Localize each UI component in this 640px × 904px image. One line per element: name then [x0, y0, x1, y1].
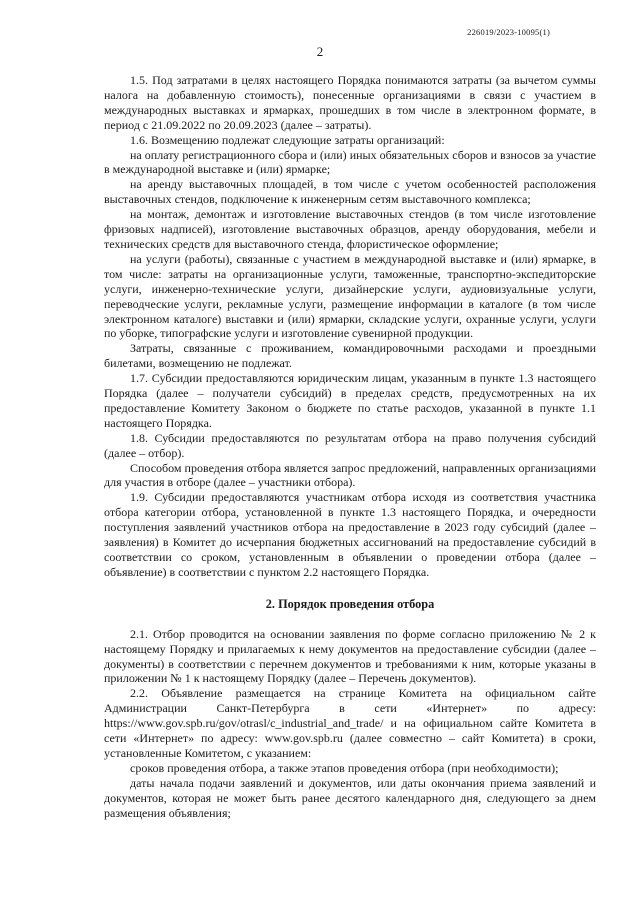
- paragraph-2-2: 2.2. Объявление размещается на странице Комитета на официальном сайте Администрации Санкт-Петербурга в сети «Интернет» по адресу: https://www.gov.spb.ru/gov/otrasl/c_industrial_and_trade/ и на официальном сайте Комитета в сети «Интернет» по адресу: www.gov.spb.ru (далее совместно – сайт Комитета) в сроки, установленные Комитетом, с указанием:: [104, 686, 596, 760]
- paragraph-1-9: 1.9. Субсидии предоставляются участникам отбора исходя из соответствия участника отбора категории отбора, установленной в пункте 1.3 настоящего Порядка, и очередности поступления заявлений участников отбора на предоставление в 2023 году субсидий (далее – заявления) в Комитет до исчерпания бюджетных ассигнований на предоставление субсидий в соответствии со сроком, установленным в объявлении о проведении отбора (далее – объявление) в соответствии с пунктом 2.2 настоящего Порядка.: [104, 490, 596, 579]
- section-heading: 2. Порядок проведения отбора: [265, 596, 435, 611]
- paragraph-area-rent: на аренду выставочных площадей, в том числе с учетом особенностей расположения выставочных стендов, подключение к инженерным сетям выставочного комплекса;: [104, 177, 596, 207]
- paragraph-1-5: 1.5. Под затратами в целях настоящего Порядка понимаются затраты (за вычетом суммы налога на добавленную стоимость), понесенные организациями в связи с участием в международных выставках и ярмарках, прошедших в том числе в электронном формате, в период с 21.09.2022 по 20.09.2023 (далее – затраты).: [104, 73, 596, 132]
- paragraph-1-6: 1.6. Возмещению подлежат следующие затраты организаций:: [130, 132, 445, 147]
- paragraph-1-7: 1.7. Субсидии предоставляются юридическим лицам, указанным в пункте 1.3 настоящего Порядка (далее – получатели субсидий) в пределах средств, предусмотренных на их предоставление Комитету Законом о бюджете по статье расходов, указанной в пункте 1.1 настоящего Порядка.: [104, 371, 596, 430]
- paragraph-stand-assembly: на монтаж, демонтаж и изготовление выставочных стендов (в том числе изготовление фризовых надписей), изготовление выставочных образцов, аренду оборудования, мебели и технических средств для выставочного стенда, флористическое оформление;: [104, 207, 596, 251]
- document-body: [104, 73, 596, 821]
- paragraph-2-1: 2.1. Отбор проводится на основании заявления по форме согласно приложению № 2 к настоящему Порядку и прилагаемых к нему документов на предоставление субсидии (далее – документы) в соответствии с перечнем документов и требованиями к ним, которые указаны в приложении № 1 к настоящему Порядку (далее – Перечень документов).: [104, 626, 596, 686]
- paragraph-selection-method: Способом проведения отбора является запрос предложений, направленных организациями для участия в отборе (далее – участники отбора).: [104, 460, 596, 490]
- paragraph-deadlines: сроков проведения отбора, а также этапов проведения отбора (при необходимости);: [130, 760, 559, 775]
- paragraph-not-reimbursed: Затраты, связанные с проживанием, командировочными расходами и проездными билетами, возмещению не подлежат.: [104, 341, 596, 371]
- paragraph-services: на услуги (работы), связанные с участием в международной выставке и (или) ярмарке, в том числе: затраты на организационные услуги, таможенные, транспортно-экспедиторские услуги, инженерно-технические услуги, дизайнерские услуги, аудиовизуальные услуги, переводческие услуги, рекламные услуги, размещение информации в каталоге (в том числе электронном каталоге) выставки и (или) ярмарки, складские услуги, охранные услуги, услуги по уборке, типографские услуги и изготовление сувенирной продукции.: [104, 251, 596, 341]
- paragraph-start-dates: даты начала подачи заявлений и документов, или даты окончания приема заявлений и документов, которая не может быть ранее десятого календарного дня, следующего за днем размещения объявления;: [104, 775, 596, 820]
- document-number: 226019/2023-10095(1): [467, 27, 550, 37]
- paragraph-1-8: 1.8. Субсидии предоставляются по результатам отбора на право получения субсидий (далее – отбор).: [104, 430, 596, 460]
- page-number: 2: [316, 44, 324, 59]
- paragraph-registration-fee: на оплату регистрационного сбора и (или) иных обязательных сборов и взносов за участие в международной выставке и (или) ярмарке;: [104, 147, 596, 177]
